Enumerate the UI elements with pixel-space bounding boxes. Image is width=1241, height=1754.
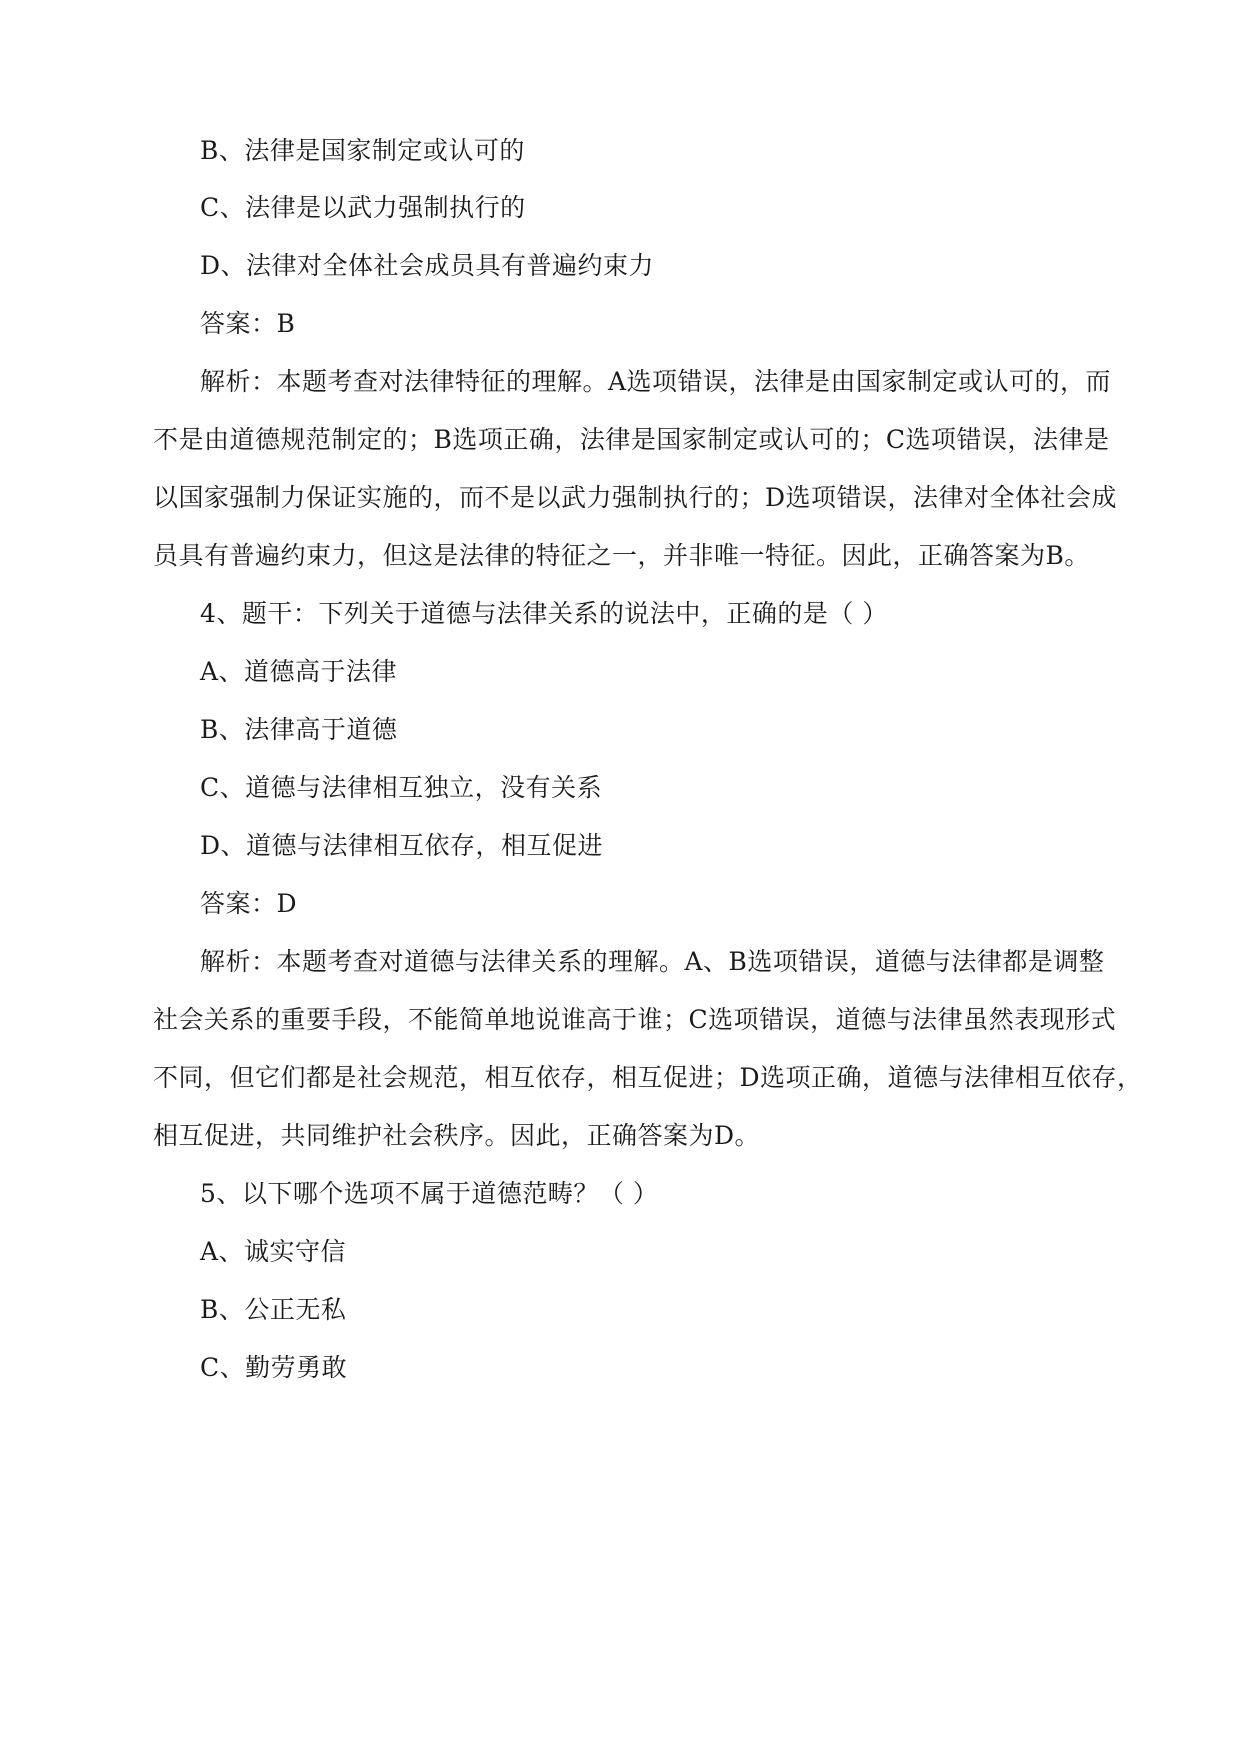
option-c-q5: C、勤劳勇敢 bbox=[200, 1353, 348, 1382]
option-c-q3: C、法律是以武力强制执行的 bbox=[200, 193, 526, 222]
answer-q4: 答案：D bbox=[200, 889, 298, 918]
analysis-q4-line-1: 解析：本题考查对道德与法律关系的理解。A、B选项错误，道德与法律都是调整 bbox=[200, 947, 1105, 976]
option-b-q3: B、法律是国家制定或认可的 bbox=[200, 136, 525, 165]
option-d-q3: D、法律对全体社会成员具有普遍约束力 bbox=[200, 251, 655, 280]
option-c-q4: C、道德与法律相互独立，没有关系 bbox=[200, 773, 603, 802]
answer-q3: 答案：B bbox=[200, 309, 296, 338]
analysis-q3-line-3: 以国家强制力保证实施的，而不是以武力强制执行的；D选项错误，法律对全体社会成 bbox=[153, 483, 1118, 512]
option-b-q4: B、法律高于道德 bbox=[200, 715, 398, 744]
option-a-q5: A、诚实守信 bbox=[200, 1237, 347, 1266]
analysis-q3-line-4: 员具有普遍约束力，但这是法律的特征之一，并非唯一特征。因此，正确答案为B。 bbox=[153, 541, 1090, 570]
analysis-q4-line-4: 相互促进，共同维护社会秩序。因此，正确答案为D。 bbox=[153, 1121, 761, 1150]
option-d-q4: D、道德与法律相互依存，相互促进 bbox=[200, 831, 604, 860]
analysis-q4-line-3: 不同，但它们都是社会规范，相互依存，相互促进；D选项正确，道德与法律相互依存， bbox=[153, 1063, 1143, 1092]
analysis-q4-line-2: 社会关系的重要手段，不能简单地说谁高于谁；C选项错误，道德与法律虽然表现形式 bbox=[153, 1005, 1117, 1034]
option-a-q4: A、道德高于法律 bbox=[200, 657, 398, 686]
question-5-stem: 5、以下哪个选项不属于道德范畴？（ ） bbox=[200, 1179, 659, 1208]
question-4-stem: 4、题干：下列关于道德与法律关系的说法中，正确的是（ ） bbox=[200, 599, 888, 628]
analysis-q3-line-1: 解析：本题考查对法律特征的理解。A选项错误，法律是由国家制定或认可的，而 bbox=[200, 367, 1112, 396]
analysis-q3-line-2: 不是由道德规范制定的；B选项正确，法律是国家制定或认可的；C选项错误，法律是 bbox=[153, 425, 1110, 454]
option-b-q5: B、公正无私 bbox=[200, 1295, 347, 1324]
